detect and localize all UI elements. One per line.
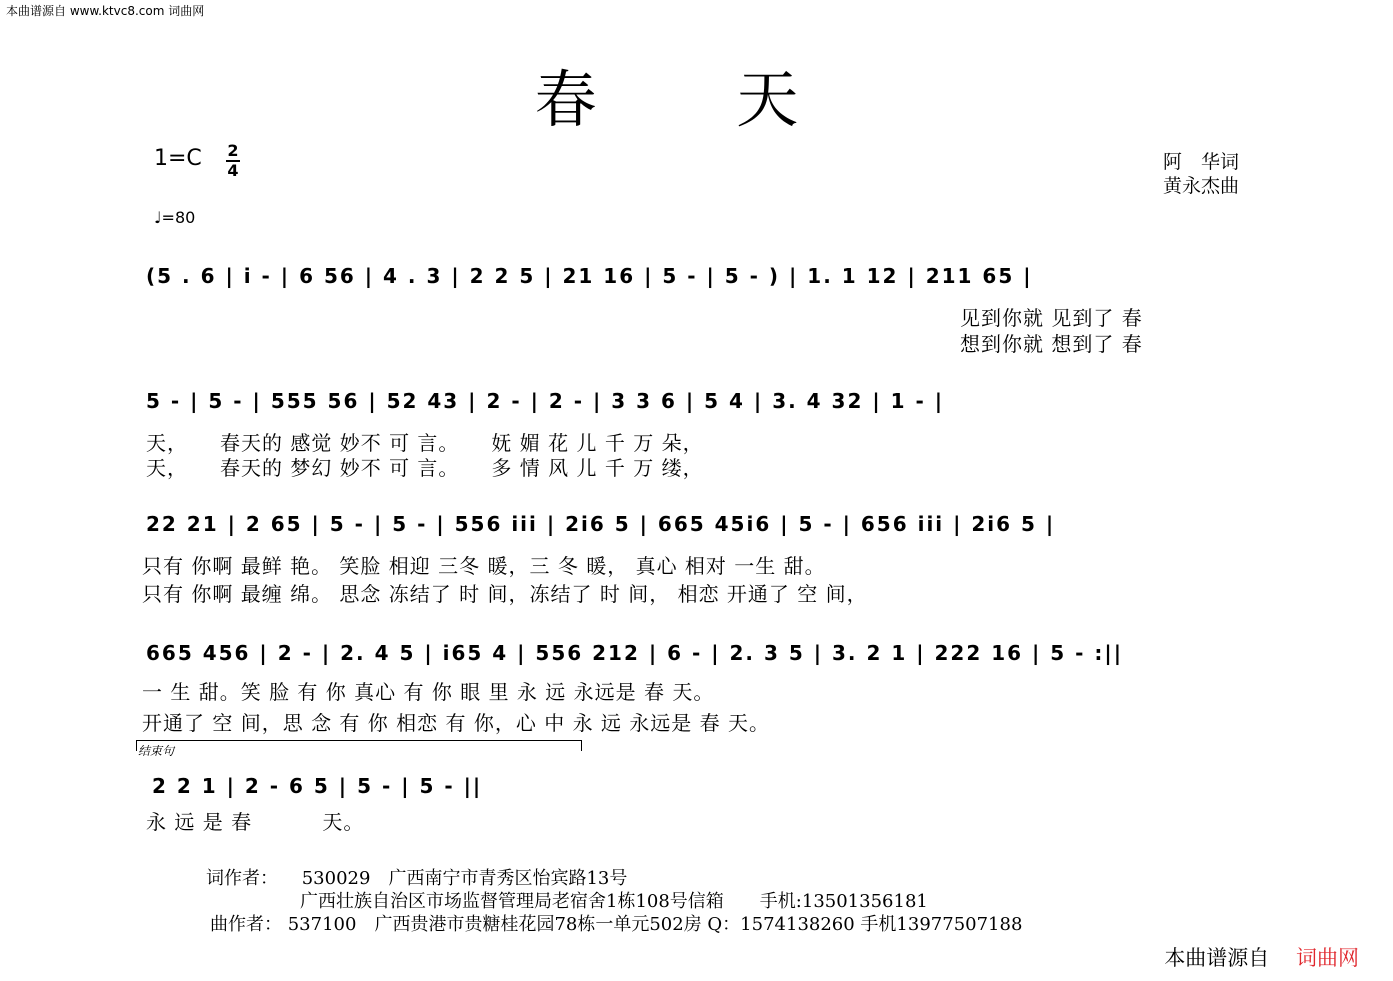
lyrics-row-2-verse-1: 天， 春天的 感觉 妙不 可 言。 妩 媚 花 儿 千 万 朵，	[146, 431, 704, 455]
lyrics-row-1-verse-1: 见到你就 见到了 春	[960, 306, 1143, 330]
tempo-marking: ♩=80	[154, 208, 196, 227]
footer-site-link[interactable]: 词曲网	[1296, 946, 1359, 970]
lyricist-info-line-2: 广西壮族自治区市场监督管理局老宿舍1栋108号信箱 手机:13501356181	[300, 891, 928, 912]
lyricist-label: 词作者：	[206, 868, 278, 889]
notation-row-5: 2 2 1 | 2 - 6 5 | 5 - | 5 - ||	[152, 774, 483, 798]
ending-section-bracket	[136, 740, 582, 751]
notation-row-4: 665 456 | 2 - | 2. 4 5 | i65 4 | 556 212 | 6 - | 2. 3 5 | 3. 2 1 | 222 16 | 5 - :||	[146, 641, 1124, 665]
notation-row-3: 22 21 | 2 65 | 5 - | 5 - | 556 iii | 2i6 5 | 665 45i6 | 5 - | 656 iii | 2i6 5 |	[146, 512, 1056, 536]
footer-source	[1164, 942, 1359, 972]
lyrics-row-2-verse-2: 天， 春天的 梦幻 妙不 可 言。 多 情 风 儿 千 万 缕，	[146, 456, 704, 480]
composer-address: 537100 广西贵港市贵糖桂花园78栋一单元502房 Q：1574138260 手机13977507188	[287, 914, 1023, 935]
footer-source-text: 本曲谱源自	[1164, 946, 1270, 970]
ending-section-label: 结束句	[138, 744, 175, 758]
lyrics-row-4-verse-1: 一 生 甜。笑 脸 有 你 真心 有 你 眼 里 永 远 永远是 春 天。	[142, 680, 715, 704]
lyricist-address: 530029 广西南宁市青秀区怡宾路13号	[301, 868, 628, 889]
lyrics-row-4-verse-2: 开通了 空 间，思 念 有 你 相恋 有 你，心 中 永 远 永远是 春 天。	[142, 711, 771, 735]
song-title: 春 天	[534, 63, 859, 136]
time-denominator: 4	[227, 161, 239, 180]
lyrics-row-5-verse-1: 永 远 是 春 天。	[146, 810, 365, 834]
composer-info-line	[210, 910, 1022, 936]
top-source-note: 本曲谱源自 www.ktvc8.com 词曲网	[6, 4, 205, 18]
lyrics-row-3-verse-2: 只有 你啊 最缠 绵。 思念 冻结了 时 间，冻结了 时 间， 相恋 开通了 空 间，	[142, 582, 868, 606]
notation-row-1: (5 . 6 | i - | 6 56 | 4 . 3 | 2 2 5 | 21 16 | 5 - | 5 - ) | 1. 1 12 | 211 65 |	[146, 264, 1033, 288]
lyrics-row-3-verse-1: 只有 你啊 最鲜 艳。 笑脸 相迎 三冬 暖，三 冬 暖， 真心 相对 一生 甜。	[142, 554, 826, 578]
key-signature: 1=C	[154, 146, 202, 171]
lyrics-row-1-verse-2: 想到你就 想到了 春	[960, 332, 1143, 356]
time-signature	[226, 143, 240, 179]
composer-credit: 黄永杰曲	[1162, 175, 1239, 197]
time-numerator: 2	[227, 141, 239, 160]
composer-label: 曲作者：	[210, 914, 282, 935]
lyricist-credit: 阿 华词	[1162, 151, 1239, 173]
notation-row-2: 5 - | 5 - | 555 56 | 52 43 | 2 - | 2 - | 3 3 6 | 5 4 | 3. 4 32 | 1 - |	[146, 389, 945, 413]
